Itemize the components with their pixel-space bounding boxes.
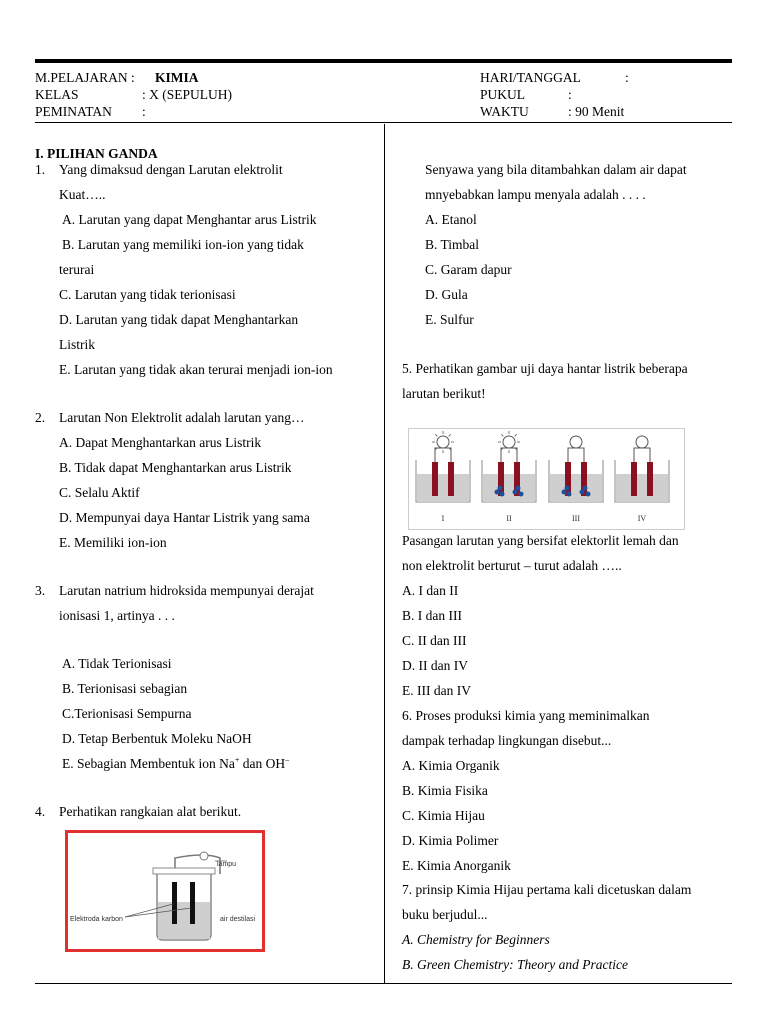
q4-option-a: A. Etanol <box>425 212 477 227</box>
water-label: air destilasi <box>220 916 256 923</box>
gas-bubble <box>513 490 518 495</box>
subject-label: M.PELAJARAN : <box>35 70 135 85</box>
class-label: KELAS <box>35 87 79 102</box>
electrode-right <box>190 882 195 924</box>
q3-option-b: B. Terionisasi sebagian <box>62 681 188 696</box>
electrode-left <box>172 882 177 924</box>
gas-bubble <box>565 486 570 491</box>
hour-value: : <box>568 87 572 102</box>
electrode <box>647 462 653 496</box>
hour-label: PUKUL <box>480 87 526 102</box>
q4-option-e: E. Sulfur <box>425 312 474 327</box>
q4-option-b: B. Timbal <box>425 237 480 252</box>
q5-question-cont: non elektrolit berturut – turut adalah ….. <box>402 558 622 573</box>
date-value: : <box>625 70 629 85</box>
q1-option-e: E. Larutan yang tidak akan terurai menjadi ion-ion <box>59 362 333 377</box>
q3-text: Larutan natrium hidroksida mempunyai derajat <box>59 583 314 598</box>
header-rule <box>35 122 732 123</box>
gas-bubble <box>567 492 572 497</box>
q6-option-d: D. Kimia Polimer <box>402 833 499 848</box>
q1-text-cont: Kuat….. <box>59 187 106 202</box>
q3-option-a: A. Tidak Terionisasi <box>62 656 172 671</box>
q5-option-a: A. I dan II <box>402 583 459 598</box>
top-rule <box>35 59 732 63</box>
q2-text: Larutan Non Elektrolit adalah larutan yang… <box>59 410 305 425</box>
beaker-label: IV <box>637 514 647 523</box>
q2-number: 2. <box>35 410 46 425</box>
beaker-lid <box>153 868 215 874</box>
lamp-icon <box>570 436 582 448</box>
q3-text-cont: ionisasi 1, artinya . . . <box>59 608 175 623</box>
q1-option-d: D. Larutan yang tidak dapat Menghantarkan <box>59 312 299 327</box>
q5-option-b: B. I dan III <box>402 608 462 623</box>
gas-bubble <box>495 490 500 495</box>
gas-bubble <box>500 492 505 497</box>
q4-option-d: D. Gula <box>425 287 468 302</box>
gas-bubble <box>562 490 567 495</box>
column-divider <box>384 124 385 984</box>
solution <box>417 474 469 502</box>
major-label: PEMINATAN <box>35 104 112 119</box>
q4-continued-text: Senyawa yang bila ditambahkan dalam air dapat <box>425 162 687 177</box>
gas-bubble <box>516 486 521 491</box>
solution <box>158 902 210 939</box>
gas-bubble <box>498 486 503 491</box>
q6-option-c: C. Kimia Hijau <box>402 808 485 823</box>
lamp-label: lampu <box>217 861 237 868</box>
date-label: HARI/TANGGAL <box>480 70 581 85</box>
solution <box>483 474 535 502</box>
q1-option-d-cont: Listrik <box>59 337 95 352</box>
q3-option-e: E. Sebagian Membentuk ion Na+ dan OH– <box>62 755 290 771</box>
solution <box>616 474 668 502</box>
q1-option-b-cont: terurai <box>59 262 95 277</box>
solution <box>550 474 602 502</box>
electrode <box>448 462 454 496</box>
q5-option-d: D. II dan IV <box>402 658 468 673</box>
q6-text: 6. Proses produksi kimia yang meminimalkan <box>402 708 650 723</box>
conductivity-test-figure <box>408 428 685 530</box>
subject-value: KIMIA <box>155 70 199 85</box>
beaker-label: III <box>572 514 580 523</box>
q5-text: 5. Perhatikan gambar uji daya hantar listrik beberapa <box>402 361 688 376</box>
section-title: I. PILIHAN GANDA <box>35 146 158 161</box>
q6-option-a: A. Kimia Organik <box>402 758 500 773</box>
electrode-label: Elektroda karbon <box>70 916 123 923</box>
gas-bubble <box>586 492 591 497</box>
major-value: : <box>142 104 146 119</box>
gas-bubble <box>580 490 585 495</box>
lamp-icon <box>503 436 515 448</box>
time-label: WAKTU <box>480 104 529 119</box>
electrode <box>432 462 438 496</box>
class-value: : X (SEPULUH) <box>142 87 232 102</box>
q7-text-cont: buku berjudul... <box>402 907 488 922</box>
q4-number: 4. <box>35 804 46 819</box>
q4-text: Perhatikan rangkaian alat berikut. <box>59 804 242 819</box>
q6-option-b: B. Kimia Fisika <box>402 783 488 798</box>
q1-option-b: B. Larutan yang memiliki ion-ion yang tidak <box>62 237 304 252</box>
lamp-icon <box>437 436 449 448</box>
q1-option-c: C. Larutan yang tidak terionisasi <box>59 287 236 302</box>
q7-text: 7. prinsip Kimia Hijau pertama kali dicetuskan dalam <box>402 882 692 897</box>
time-value: : 90 Menit <box>568 104 625 119</box>
q1-option-a: A. Larutan yang dapat Menghantar arus Listrik <box>62 212 317 227</box>
footer-rule <box>35 983 732 984</box>
beaker-label: II <box>506 514 512 523</box>
beaker-label: I <box>441 514 445 523</box>
q1-number: 1. <box>35 162 46 177</box>
q3-number: 3. <box>35 583 46 598</box>
q3-option-d: D. Tetap Berbentuk Moleku NaOH <box>62 731 252 746</box>
lamp-icon <box>200 852 208 860</box>
gas-bubble <box>583 486 588 491</box>
lamp-icon <box>636 436 648 448</box>
q6-option-e: E. Kimia Anorganik <box>402 858 511 873</box>
q2-option-b: B. Tidak dapat Menghantarkan arus Listrik <box>59 460 292 475</box>
q3-option-c: C.Terionisasi Sempurna <box>62 706 192 721</box>
q7-option-a: A. Chemistry for Beginners <box>402 932 550 947</box>
q2-option-d: D. Mempunyai daya Hantar Listrik yang sama <box>59 510 310 525</box>
q6-text-cont: dampak terhadap lingkungan disebut... <box>402 733 612 748</box>
q2-option-e: E. Memiliki ion-ion <box>59 535 167 550</box>
q5-question: Pasangan larutan yang bersifat elektorlit lemah dan <box>402 533 679 548</box>
q4-continued-text-2: mnyebabkan lampu menyala adalah . . . . <box>425 187 646 202</box>
q2-option-c: C. Selalu Aktif <box>59 485 140 500</box>
gas-bubble <box>519 492 524 497</box>
q4-option-c: C. Garam dapur <box>425 262 512 277</box>
conductivity-apparatus-figure <box>65 830 265 952</box>
electrode <box>631 462 637 496</box>
q2-option-a: A. Dapat Menghantarkan arus Listrik <box>59 435 262 450</box>
q5-option-e: E. III dan IV <box>402 683 471 698</box>
q5-text-cont: larutan berikut! <box>402 386 486 401</box>
q1-text: Yang dimaksud dengan Larutan elektrolit <box>59 162 283 177</box>
q5-option-c: C. II dan III <box>402 633 467 648</box>
q7-option-b: B. Green Chemistry: Theory and Practice <box>402 957 628 972</box>
